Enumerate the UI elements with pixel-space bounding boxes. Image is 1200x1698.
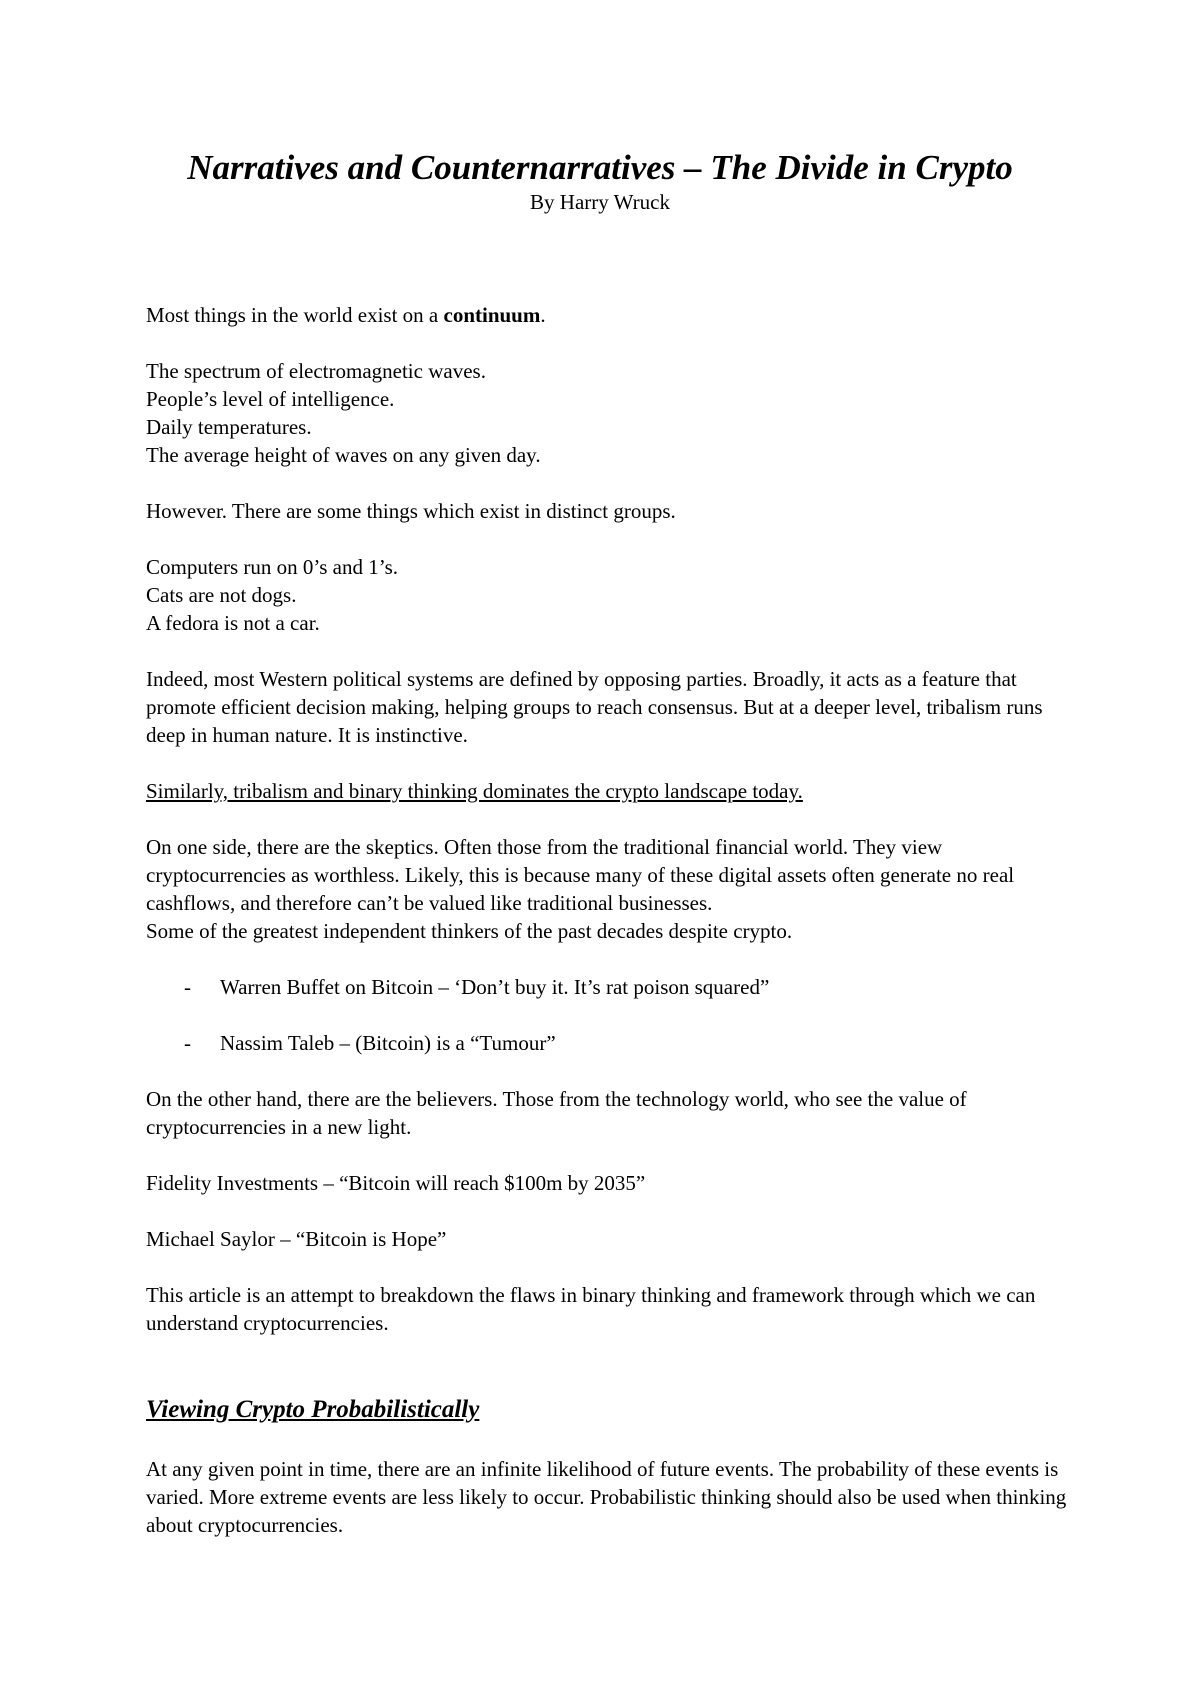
example-line: The spectrum of electromagnetic waves. bbox=[146, 359, 486, 383]
skeptics-paragraph bbox=[146, 833, 1076, 945]
document-body bbox=[146, 301, 1076, 1567]
bullet-dash: - bbox=[184, 975, 191, 999]
example-line: Computers run on 0’s and 1’s. bbox=[146, 555, 398, 579]
quote-text: Warren Buffet on Bitcoin – ‘Don’t buy it. It’s rat poison squared” bbox=[220, 975, 770, 999]
intro-paragraph bbox=[146, 301, 1076, 329]
document-title: Narratives and Counternarratives – The Divide in Crypto bbox=[187, 148, 1013, 187]
example-line: Daily temperatures. bbox=[146, 415, 312, 439]
list-item bbox=[146, 1029, 1076, 1057]
section-heading: Viewing Crypto Probabilistically bbox=[146, 1396, 480, 1423]
example-line: A fedora is not a car. bbox=[146, 611, 320, 635]
intro-bold-term: continuum bbox=[443, 303, 541, 327]
list-item bbox=[146, 973, 1076, 1001]
political-paragraph: Indeed, most Western political systems are defined by opposing parties. Broadly, it acts as a feature that promote efficient decision making, helping groups to reach consensus. But at a deeper level, tribalism runs deep in human nature. It is instinctive. bbox=[146, 667, 1043, 747]
skeptic-quotes-list bbox=[146, 973, 1076, 1057]
bullet-dash: - bbox=[184, 1031, 191, 1055]
example-line: Cats are not dogs. bbox=[146, 583, 297, 607]
distinct-examples bbox=[146, 553, 1076, 637]
article-paragraph: This article is an attempt to breakdown the flaws in binary thinking and framework through which we can understand cryptocurrencies. bbox=[146, 1283, 1036, 1335]
fidelity-quote: Fidelity Investments – “Bitcoin will reach $100m by 2035” bbox=[146, 1171, 646, 1195]
believers-paragraph: On the other hand, there are the believers. Those from the technology world, who see the value of cryptocurrencies in a new light. bbox=[146, 1087, 967, 1139]
skeptics-text: Some of the greatest independent thinkers of the past decades despite crypto. bbox=[146, 919, 793, 943]
probability-paragraph: At any given point in time, there are an infinite likelihood of future events. The probability of these events is varied. More extreme events are less likely to occur. Probabilistic thinking should also be used when thinking about cryptocurrencies. bbox=[146, 1457, 1067, 1537]
document-author: By Harry Wruck bbox=[530, 190, 670, 214]
however-paragraph: However. There are some things which exist in distinct groups. bbox=[146, 499, 676, 523]
quote-text: Nassim Taleb – (Bitcoin) is a “Tumour” bbox=[220, 1031, 556, 1055]
example-line: People’s level of intelligence. bbox=[146, 387, 395, 411]
continuum-examples bbox=[146, 357, 1076, 469]
intro-end: . bbox=[540, 303, 546, 327]
similarly-paragraph bbox=[146, 777, 1076, 805]
intro-text: Most things in the world exist on a bbox=[146, 303, 444, 327]
example-line: The average height of waves on any given day. bbox=[146, 443, 541, 467]
skeptics-text: On one side, there are the skeptics. Often those from the traditional financial world. They view cryptocurrencies as worthless. Likely, this is because many of these digital assets often generate no real cashflows, and therefore can’t be valued like traditional businesses. bbox=[146, 835, 1015, 915]
underlined-statement: Similarly, tribalism and binary thinking dominates the crypto landscape today. bbox=[146, 779, 803, 803]
saylor-quote: Michael Saylor – “Bitcoin is Hope” bbox=[146, 1227, 447, 1251]
